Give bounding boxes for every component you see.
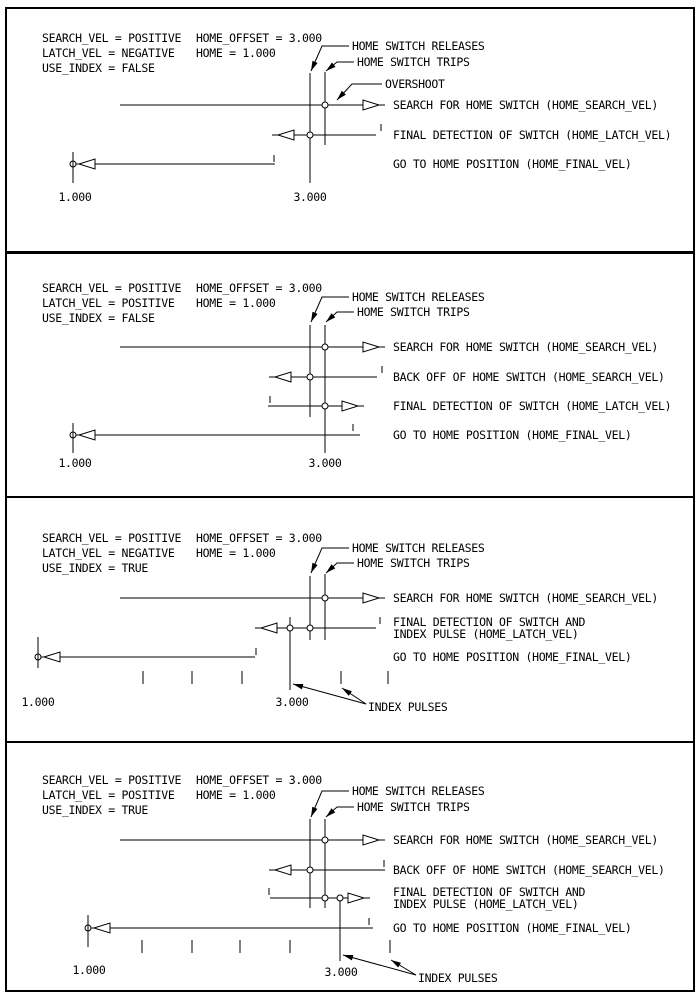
callout-overshoot-label: OVERSHOOT — [385, 77, 445, 91]
position-offset-label: 3.000 — [275, 695, 309, 709]
param-label: LATCH_VEL = POSITIVE — [42, 788, 175, 802]
switch-point-marker — [287, 625, 293, 631]
switch-point-marker — [322, 102, 328, 108]
switch-point-marker — [322, 403, 328, 409]
param-label: LATCH_VEL = NEGATIVE — [42, 546, 175, 560]
switch-point-marker — [322, 595, 328, 601]
switch-point-marker — [307, 132, 313, 138]
index-pulses-label: INDEX PULSES — [368, 700, 448, 714]
callout-trips-label: HOME SWITCH TRIPS — [357, 800, 470, 814]
position-home-label: 1.000 — [58, 456, 92, 470]
param-label: USE_INDEX = TRUE — [42, 561, 148, 575]
switch-point-marker — [307, 867, 313, 873]
step-label: INDEX PULSE (HOME_LATCH_VEL) — [393, 627, 579, 641]
position-home-label: 1.000 — [21, 695, 55, 709]
switch-point-marker — [322, 837, 328, 843]
step-label: SEARCH FOR HOME SWITCH (HOME_SEARCH_VEL) — [393, 340, 658, 354]
param-label: HOME_OFFSET = 3.000 — [196, 531, 322, 545]
param-label: USE_INDEX = FALSE — [42, 311, 155, 325]
step-label: GO TO HOME POSITION (HOME_FINAL_VEL) — [393, 650, 632, 664]
param-label: LATCH_VEL = POSITIVE — [42, 296, 175, 310]
step-label: INDEX PULSE (HOME_LATCH_VEL) — [393, 897, 579, 911]
param-label: USE_INDEX = FALSE — [42, 61, 155, 75]
param-label: SEARCH_VEL = POSITIVE — [42, 773, 182, 787]
callout-trips-label: HOME SWITCH TRIPS — [357, 55, 470, 69]
position-offset-label: 3.000 — [324, 965, 358, 979]
callout-releases-label: HOME SWITCH RELEASES — [352, 290, 485, 304]
position-offset-label: 3.000 — [308, 456, 342, 470]
switch-point-marker — [337, 895, 343, 901]
step-label: BACK OFF OF HOME SWITCH (HOME_SEARCH_VEL) — [393, 370, 665, 384]
position-home-label: 1.000 — [58, 190, 92, 204]
param-label: HOME = 1.000 — [196, 296, 276, 310]
step-label: SEARCH FOR HOME SWITCH (HOME_SEARCH_VEL) — [393, 98, 658, 112]
position-home-label: 1.000 — [72, 963, 106, 977]
param-label: HOME_OFFSET = 3.000 — [196, 31, 322, 45]
callout-releases-label: HOME SWITCH RELEASES — [352, 541, 485, 555]
param-label: HOME = 1.000 — [196, 546, 276, 560]
param-label: USE_INDEX = TRUE — [42, 803, 148, 817]
param-label: HOME_OFFSET = 3.000 — [196, 773, 322, 787]
param-label: HOME = 1.000 — [196, 46, 276, 60]
callout-trips-label: HOME SWITCH TRIPS — [357, 305, 470, 319]
switch-point-marker — [322, 895, 328, 901]
param-label: HOME_OFFSET = 3.000 — [196, 281, 322, 295]
switch-point-marker — [307, 625, 313, 631]
callout-releases-label: HOME SWITCH RELEASES — [352, 39, 485, 53]
callout-releases-label: HOME SWITCH RELEASES — [352, 784, 485, 798]
param-label: SEARCH_VEL = POSITIVE — [42, 31, 182, 45]
callout-trips-label: HOME SWITCH TRIPS — [357, 556, 470, 570]
param-label: SEARCH_VEL = POSITIVE — [42, 531, 182, 545]
position-offset-label: 3.000 — [293, 190, 327, 204]
index-pulses-label: INDEX PULSES — [418, 971, 498, 985]
step-label: GO TO HOME POSITION (HOME_FINAL_VEL) — [393, 157, 632, 171]
param-label: SEARCH_VEL = POSITIVE — [42, 281, 182, 295]
switch-point-marker — [307, 374, 313, 380]
param-label: LATCH_VEL = NEGATIVE — [42, 46, 175, 60]
step-label: GO TO HOME POSITION (HOME_FINAL_VEL) — [393, 921, 632, 935]
step-label: FINAL DETECTION OF SWITCH AND — [393, 885, 586, 899]
param-label: HOME = 1.000 — [196, 788, 276, 802]
step-label: FINAL DETECTION OF SWITCH (HOME_LATCH_VEL) — [393, 399, 672, 413]
step-label: FINAL DETECTION OF SWITCH (HOME_LATCH_VEL) — [393, 128, 672, 142]
step-label: BACK OFF OF HOME SWITCH (HOME_SEARCH_VEL) — [393, 863, 665, 877]
step-label: GO TO HOME POSITION (HOME_FINAL_VEL) — [393, 428, 632, 442]
step-label: SEARCH FOR HOME SWITCH (HOME_SEARCH_VEL) — [393, 591, 658, 605]
step-label: SEARCH FOR HOME SWITCH (HOME_SEARCH_VEL) — [393, 833, 658, 847]
switch-point-marker — [322, 344, 328, 350]
step-label: FINAL DETECTION OF SWITCH AND — [393, 615, 586, 629]
